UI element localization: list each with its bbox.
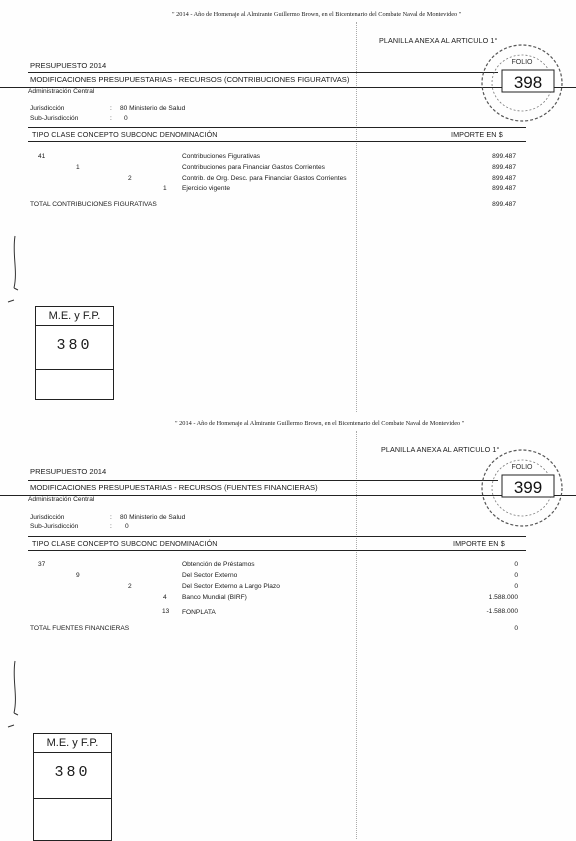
seal-number: 399	[513, 478, 543, 497]
column-headers: TIPO CLASE CONCEPTO SUBCONC DENOMINACIÓN	[32, 539, 218, 548]
row-code: 4	[163, 594, 167, 601]
subjurisdiccion-value: 0	[125, 523, 129, 530]
presupuesto-title: PRESUPUESTO 2014	[30, 467, 107, 476]
jurisdiccion-value: 80 Ministerio de Salud	[120, 105, 186, 112]
subjurisdiccion-label: Sub-Jurisdicción	[30, 115, 79, 122]
stamp-title: M.E. y F.P.	[48, 310, 101, 322]
row-amount: 899.487	[492, 164, 516, 171]
row-code: 13	[162, 608, 170, 615]
header-note: " 2014 - Año de Homenaje al Almirante Guillermo Brown, en el Bicentenario del Combate Naval de Montevideo "	[175, 420, 465, 427]
colon: :	[110, 115, 112, 122]
rule	[28, 72, 498, 73]
row-amount: -1.588.000	[486, 608, 518, 615]
row-amount: 899.487	[492, 153, 516, 160]
rule	[28, 480, 498, 481]
ministry-stamp	[35, 306, 114, 400]
row-code: 2	[128, 583, 132, 590]
rule	[28, 550, 526, 551]
row-description: Del Sector Externo	[182, 572, 238, 579]
row-description: FONPLATA	[182, 609, 216, 616]
ministry-stamp	[33, 733, 112, 841]
seal-label: FOLIO	[511, 464, 533, 471]
row-amount: 899.487	[492, 175, 516, 182]
administracion-label: Administración Central	[28, 496, 95, 503]
row-description: Banco Mundial (BIRF)	[182, 594, 247, 601]
column-headers: TIPO CLASE CONCEPTO SUBCONC DENOMINACIÓN	[32, 130, 218, 139]
row-amount: 899.487	[492, 185, 516, 192]
rule	[28, 536, 526, 537]
row-code: 37	[38, 561, 46, 568]
row-amount: 0	[514, 583, 518, 590]
seal-number: 398	[513, 73, 543, 92]
row-code: 1	[76, 164, 80, 171]
document-section-1	[0, 0, 576, 420]
planilla-title: PLANILLA ANEXA AL ARTICULO 1°	[381, 445, 500, 454]
rule	[28, 127, 526, 128]
administracion-label: Administración Central	[28, 88, 95, 95]
modificaciones-title: MODIFICACIONES PRESUPUESTARIAS - RECURSOS (CONTRIBUCIONES FIGURATIVAS)	[30, 75, 350, 84]
colon: :	[110, 523, 112, 530]
row-code: 1	[163, 185, 167, 192]
row-description: Contribuciones para Financiar Gastos Corrientes	[182, 164, 325, 171]
total-amount: 0	[514, 625, 518, 632]
stamp-number: 380	[54, 764, 91, 781]
total-label: TOTAL CONTRIBUCIONES FIGURATIVAS	[30, 201, 157, 208]
colon: :	[110, 514, 112, 521]
total-label: TOTAL FUENTES FINANCIERAS	[30, 625, 130, 632]
row-description: Del Sector Externo a Largo Plazo	[182, 583, 280, 590]
row-amount: 1.588.000	[488, 594, 518, 601]
row-code: 41	[38, 153, 46, 160]
handwritten-mark	[6, 230, 20, 310]
row-amount: 0	[514, 561, 518, 568]
row-amount: 0	[514, 572, 518, 579]
modificaciones-title: MODIFICACIONES PRESUPUESTARIAS - RECURSOS (FUENTES FINANCIERAS)	[30, 483, 318, 492]
stamp-title: M.E. y F.P.	[46, 737, 99, 749]
scan-artifact-line	[356, 431, 357, 839]
subjurisdiccion-value: 0	[124, 115, 128, 122]
importe-header: IMPORTE EN $	[453, 539, 505, 548]
row-description: Ejercicio vigente	[182, 185, 231, 192]
rule	[28, 141, 526, 142]
total-amount: 899.487	[492, 201, 516, 208]
seal-label: FOLIO	[511, 59, 533, 66]
row-description: Obtención de Préstamos	[182, 561, 255, 568]
row-code: 2	[128, 175, 132, 182]
stamp-number: 380	[56, 337, 93, 354]
jurisdiccion-label: Jurisdicción	[30, 105, 65, 112]
planilla-title: PLANILLA ANEXA AL ARTICULO 1°	[379, 36, 498, 45]
handwritten-mark	[6, 655, 20, 735]
jurisdiccion-label: Jurisdicción	[30, 514, 65, 521]
header-note: " 2014 - Año de Homenaje al Almirante Guillermo Brown, en el Bicentenario del Combate Naval de Montevideo "	[172, 11, 462, 18]
colon: :	[110, 105, 112, 112]
folio-seal	[478, 38, 568, 124]
row-description: Contrib. de Org. Desc. para Financiar Gastos Corrientes	[182, 175, 347, 182]
folio-seal	[478, 443, 568, 529]
row-code: 9	[76, 572, 80, 579]
subjurisdiccion-label: Sub-Jurisdicción	[30, 523, 79, 530]
document-section-2	[0, 419, 576, 839]
row-description: Contribuciones Figurativas	[182, 153, 261, 160]
scan-artifact-line	[356, 22, 357, 412]
importe-header: IMPORTE EN $	[451, 130, 503, 139]
jurisdiccion-value: 80 Ministerio de Salud	[120, 514, 186, 521]
presupuesto-title: PRESUPUESTO 2014	[30, 61, 107, 70]
